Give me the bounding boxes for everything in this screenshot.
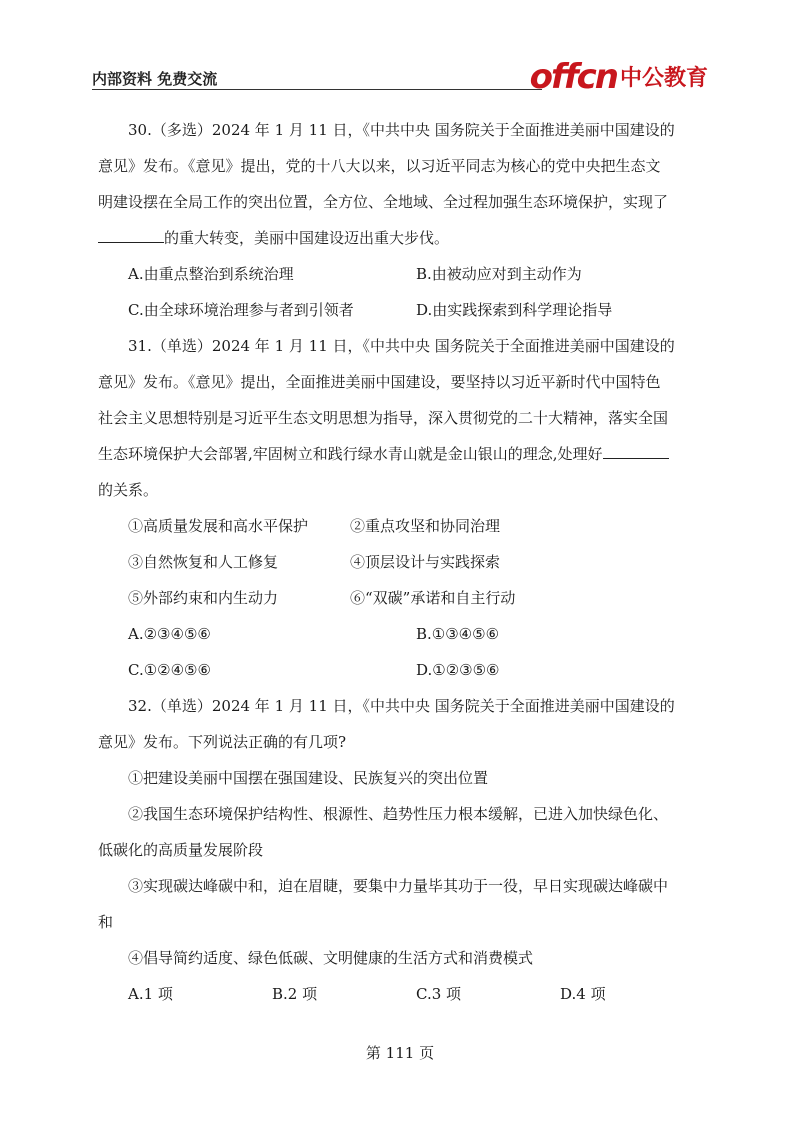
q31-items-row-3 bbox=[128, 580, 704, 616]
question-32 bbox=[98, 688, 704, 1012]
q32-statement-4: ④倡导简约适度、绿色低碳、文明健康的生活方式和消费模式 bbox=[128, 949, 534, 967]
logo-chinese-text: 中公教育 bbox=[619, 66, 708, 91]
page-header bbox=[92, 57, 708, 97]
q31-item-1: ①高质量发展和高水平保护 bbox=[128, 517, 309, 535]
q32-statement-1: ①把建设美丽中国摆在强国建设、民族复兴的突出位置 bbox=[128, 769, 489, 787]
q31-item-4: ④顶层设计与实践探索 bbox=[350, 553, 501, 571]
q30-option-d: D.由实践探索到科学理论指导 bbox=[416, 301, 613, 319]
q30-line-2: 意见》发布。《意见》提出，党的十八大以来，以习近平同志为核心的党中央把生态文 bbox=[98, 157, 661, 175]
q31-option-a: A.②③④⑤⑥ bbox=[128, 625, 211, 643]
q30-line-4-text: 的重大转变，美丽中国建设迈出重大步伐。 bbox=[164, 229, 450, 247]
q31-item-5: ⑤外部约束和内生动力 bbox=[128, 589, 279, 607]
q32-line-1: 32.（单选）2024 年 1 月 11 日，《中共中央 国务院关于全面推进美丽中国建设的 bbox=[128, 697, 675, 715]
document-body bbox=[98, 112, 704, 1012]
q30-option-a: A.由重点整治到系统治理 bbox=[128, 265, 294, 283]
q31-line-4 bbox=[98, 436, 704, 472]
q31-line-1: 31.（单选）2024 年 1 月 11 日，《中共中央 国务院关于全面推进美丽中国建设的 bbox=[128, 337, 675, 355]
q31-option-c: C.①②④⑤⑥ bbox=[128, 661, 211, 679]
q30-option-b: B.由被动应对到主动作为 bbox=[416, 265, 582, 283]
q32-option-d: D.4 项 bbox=[560, 985, 606, 1003]
page-number: 第 111 页 bbox=[365, 1044, 435, 1062]
q32-options-row bbox=[128, 976, 704, 1012]
q31-line-3: 社会主义思想特别是习近平生态文明思想为指导，深入贯彻党的二十大精神，落实全国 bbox=[98, 409, 669, 427]
q30-line-3: 明建设摆在全局工作的突出位置，全方位、全地域、全过程加强生态环境保护，实现了 bbox=[98, 193, 669, 211]
q31-items-row-2 bbox=[128, 544, 704, 580]
q32-statement-3b: 和 bbox=[98, 913, 114, 931]
q30-line-4 bbox=[98, 220, 704, 256]
q32-line-2: 意见》发布。下列说法正确的有几项? bbox=[98, 733, 347, 751]
answer-blank bbox=[98, 227, 164, 243]
header-left-text: 内部资料 免费交流 bbox=[92, 70, 218, 88]
q32-statement-3a: ③实现碳达峰碳中和，迫在眉睫，要集中力量毕其功于一役，早日实现碳达峰碳中 bbox=[128, 877, 669, 895]
q31-item-6: ⑥“双碳”承诺和自主行动 bbox=[350, 589, 516, 607]
q31-option-b: B.①③④⑤⑥ bbox=[416, 625, 500, 643]
question-31 bbox=[98, 328, 704, 688]
q31-line-4-text: 生态环境保护大会部署,牢固树立和践行绿水青山就是金山银山的理念,处理好 bbox=[98, 445, 603, 463]
question-30 bbox=[98, 112, 704, 328]
q30-option-c: C.由全球环境治理参与者到引领者 bbox=[128, 301, 354, 319]
q31-item-2: ②重点攻坚和协同治理 bbox=[350, 517, 501, 535]
q31-item-3: ③自然恢复和人工修复 bbox=[128, 553, 279, 571]
q31-options-row-1 bbox=[128, 616, 704, 652]
q31-line-2: 意见》发布。《意见》提出，全面推进美丽中国建设，要坚持以习近平新时代中国特色 bbox=[98, 373, 661, 391]
q32-option-b: B.2 项 bbox=[272, 985, 318, 1003]
q31-options-row-2 bbox=[128, 652, 704, 688]
q30-options-row-1 bbox=[128, 256, 704, 292]
logo-latin-text: offcn bbox=[529, 57, 617, 97]
q31-line-5: 的关系。 bbox=[98, 481, 159, 499]
q30-line-1: 30.（多选）2024 年 1 月 11 日，《中共中央 国务院关于全面推进美丽中国建设的 bbox=[128, 121, 675, 139]
header-rule bbox=[92, 89, 542, 90]
q32-option-c: C.3 项 bbox=[416, 985, 462, 1003]
answer-blank bbox=[603, 443, 669, 459]
q32-statement-2a: ②我国生态环境保护结构性、根源性、趋势性压力根本缓解，已进入加快绿色化、 bbox=[128, 805, 669, 823]
q32-option-a: A.1 项 bbox=[128, 985, 173, 1003]
q30-options-row-2 bbox=[128, 292, 704, 328]
q32-statement-2b: 低碳化的高质量发展阶段 bbox=[98, 841, 264, 859]
q31-option-d: D.①②③⑤⑥ bbox=[416, 661, 500, 679]
q31-items-row-1 bbox=[128, 508, 704, 544]
offcn-logo bbox=[529, 57, 708, 97]
